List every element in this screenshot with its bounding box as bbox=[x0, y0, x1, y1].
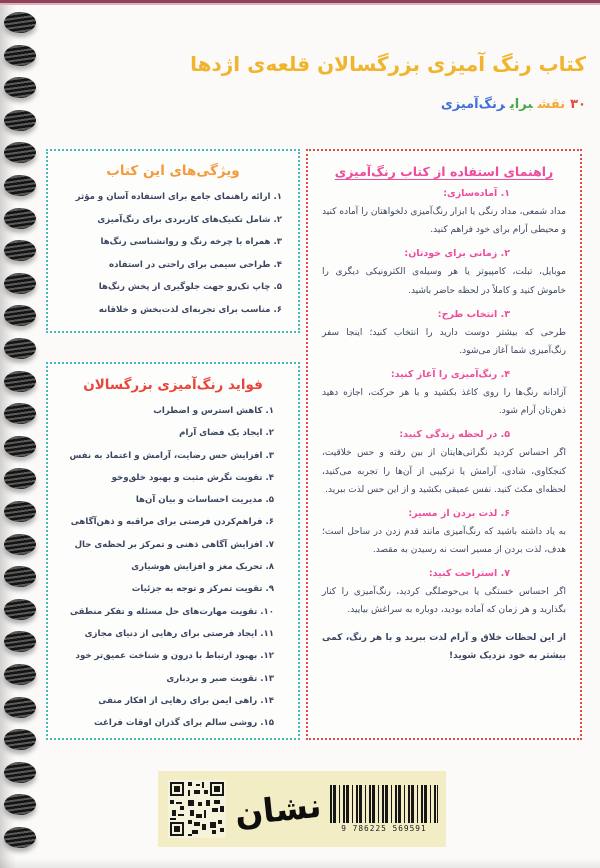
list-item: ۶. فراهم‌کردن فرصتی برای مراقبه و ذهن‌آگاهی bbox=[70, 517, 274, 528]
guide-section bbox=[322, 369, 566, 420]
list-item: ۸. تحریک مغز و افزایش هوشیاری bbox=[131, 562, 274, 573]
guide-section-heading: ۴. رنگ‌آمیزی را آغاز کنید: bbox=[390, 369, 510, 381]
guide-section bbox=[322, 508, 566, 559]
guide-section bbox=[322, 568, 566, 619]
guide-section bbox=[322, 309, 566, 360]
spiral-ring bbox=[4, 534, 36, 555]
spiral-ring bbox=[4, 566, 36, 587]
spiral-ring bbox=[4, 729, 36, 750]
features-box bbox=[46, 149, 300, 333]
list-item: ۱۱. ایجاد فرصتی برای رهایی از دنیای مجازی bbox=[84, 628, 274, 639]
guide-section bbox=[322, 248, 566, 299]
benefits-list bbox=[48, 400, 298, 734]
qr-code bbox=[168, 780, 226, 838]
spiral-ring bbox=[4, 338, 36, 359]
list-item: ۱۲. بهبود ارتباط با درون و شناخت عمیق‌تر خود bbox=[75, 651, 274, 662]
guide-section-heading: ۳. انتخاب طرح: bbox=[437, 308, 510, 320]
guide-box bbox=[306, 149, 582, 740]
list-item: ۴. تقویت نگرش مثبت و بهبود خلق‌وخو bbox=[111, 472, 274, 483]
benefits-box bbox=[46, 362, 300, 740]
spiral-ring bbox=[4, 45, 36, 66]
list-item: ۳. همراه با چرخه رنگ و روانشناسی رنگ‌ها bbox=[100, 237, 282, 247]
guide-box-title: راهنمای استفاده از کتاب رنگ‌آمیزی bbox=[334, 164, 554, 179]
spiral-ring bbox=[4, 175, 36, 196]
guide-section-body: موبایل، تبلت، کامپیوتر یا هر وسیله‌ی الکترونیکی دیگری را خاموش کنید و کاملاً در لحظه حاضر باشید. bbox=[322, 267, 566, 296]
subtitle-word: برای bbox=[509, 97, 533, 112]
list-item: ۱۳. تقویت صبر و بردباری bbox=[166, 673, 274, 684]
list-item: ۲. ایجاد یک فضای آرام bbox=[179, 428, 274, 439]
spiral-ring bbox=[4, 501, 36, 522]
subtitle-word: ۳۰ bbox=[570, 97, 586, 112]
guide-section bbox=[322, 188, 566, 239]
isbn-number: 9 786225 569591 bbox=[341, 824, 427, 833]
spiral-ring bbox=[4, 305, 36, 326]
features-list bbox=[48, 186, 298, 321]
spiral-ring bbox=[4, 631, 36, 652]
list-item: ۷. افزایش آگاهی ذهنی و تمرکز بر لحظه‌ی حال bbox=[74, 539, 274, 550]
subtitle-word: نقش bbox=[537, 97, 566, 112]
guide-section-body: طرحی که بیشتر دوست دارید را انتخاب کنید؛ اینجا سفر رنگ‌آمیزی شما آغاز می‌شود. bbox=[322, 327, 566, 356]
page-bottom-shadow bbox=[0, 858, 600, 868]
list-item: ۵. مدیریت احساسات و بیان آن‌ها bbox=[135, 495, 274, 506]
list-item: ۲. شامل تکنیک‌های کاربردی برای رنگ‌آمیزی bbox=[97, 214, 282, 225]
spiral-ring bbox=[4, 273, 36, 294]
top-edge-strip bbox=[0, 0, 600, 5]
list-item: ۱۵. روشی سالم برای گذران اوقات فراغت bbox=[93, 718, 274, 729]
benefits-box-title: فواید رنگ‌آمیزی بزرگسالان bbox=[83, 377, 263, 393]
spiral-ring bbox=[4, 436, 36, 457]
guide-section-heading: ۲. زمانی برای خودتان: bbox=[404, 248, 510, 260]
list-item: ۱. کاهش استرس و اضطراب bbox=[153, 406, 274, 416]
spiral-ring bbox=[4, 697, 36, 718]
spiral-ring bbox=[4, 599, 36, 620]
list-item: ۳. افزایش حس رضایت، آرامش و اعتماد به نفس bbox=[69, 450, 274, 461]
spiral-ring bbox=[4, 77, 36, 98]
guide-section-body: اگر احساس خستگی یا بی‌حوصلگی کردید، رنگ‌آمیزی را کنار بگذارید و هر زمان که آماده بودید، دوباره به سراغش بیایید. bbox=[322, 587, 566, 616]
guide-section-body: مداد شمعی، مداد رنگی یا ابزار رنگ‌آمیزی دلخواهتان را آماده کنید و محیطی آرام برای خود فراهم کنید. bbox=[322, 207, 566, 236]
list-item: ۱۰. تقویت مهارت‌های حل مسئله و تفکر منطقی bbox=[69, 606, 274, 617]
guide-section-heading: ۶. لذت بردن از مسیر: bbox=[408, 507, 510, 519]
list-item: ۱. ارائه راهنمای جامع برای استفاده آسان و مؤثر bbox=[75, 192, 282, 202]
publisher-logo: نشان bbox=[232, 785, 324, 833]
spiral-ring bbox=[4, 371, 36, 392]
spiral-ring bbox=[4, 468, 36, 489]
features-box-title: ویژگی‌های این کتاب bbox=[106, 163, 240, 179]
guide-section-heading: ۱. آماده‌سازی: bbox=[443, 188, 510, 199]
guide-section-body: به یاد داشته باشید که رنگ‌آمیزی مانند قدم زدن در ساحل است؛ هدف، لذت بردن از مسیر است نه رسیدن به مقصد. bbox=[322, 526, 566, 556]
spiral-ring bbox=[4, 240, 36, 261]
book-subtitle bbox=[436, 97, 586, 112]
subtitle-word: رنگ‌آمیزی bbox=[440, 97, 505, 112]
list-item: ۹. تقویت تمرکز و توجه به جزئیات bbox=[131, 584, 274, 595]
list-item: ۶. مناسب برای تجربه‌ای لذت‌بخش و خلاقانه bbox=[98, 304, 282, 315]
barcode-bars bbox=[330, 785, 438, 823]
guide-section-body: آزادانه رنگ‌ها را روی کاغذ بکشید و با هر حرکت، اجازه دهید ذهن‌تان آرام شود. bbox=[322, 388, 566, 417]
list-item: ۵. چاپ تک‌رو جهت جلوگیری از پخش رنگ‌ها bbox=[98, 282, 282, 292]
spiral-ring bbox=[4, 403, 36, 424]
guide-closing-note: از این لحظات خلاق و آرام لذت ببرید و با هر رنگ، کمی بیشتر به خود نزدیک شوید! bbox=[322, 632, 566, 661]
list-item: ۴. طراحی سیمی برای راحتی در استفاده bbox=[109, 259, 282, 270]
spiral-ring bbox=[4, 12, 36, 33]
spiral-ring bbox=[4, 827, 36, 848]
guide-section-body: اگر احساس کردید نگرانی‌هایتان از بین رفته و حس خلاقیت، کنجکاوی، شادی، آرامش یا ترکیبی از آن‌ها را تجربه می‌کنید، لحظه‌ای مکث کنید. نفس عمیقی بکشید و از این حس لذت ببرید. bbox=[322, 448, 566, 495]
guide-section bbox=[322, 429, 566, 499]
barcode bbox=[330, 785, 438, 833]
spiral-ring bbox=[4, 110, 36, 131]
book-title: کتاب رنگ آمیزی بزرگسالان قلعه‌ی اژدها bbox=[190, 52, 586, 76]
spiral-ring bbox=[4, 208, 36, 229]
spiral-ring bbox=[4, 664, 36, 685]
guide-section-heading: ۵. در لحظه زندگی کنید: bbox=[399, 429, 510, 441]
colophon-strip bbox=[158, 771, 446, 847]
spiral-ring bbox=[4, 142, 36, 163]
list-item: ۱۴. راهی ایمن برای رهایی از افکار منفی bbox=[98, 695, 274, 706]
guide-section-heading: ۷. استراحت کنید: bbox=[428, 568, 510, 580]
guide-sections bbox=[322, 188, 566, 620]
spiral-ring bbox=[4, 762, 36, 783]
spiral-ring bbox=[4, 794, 36, 815]
